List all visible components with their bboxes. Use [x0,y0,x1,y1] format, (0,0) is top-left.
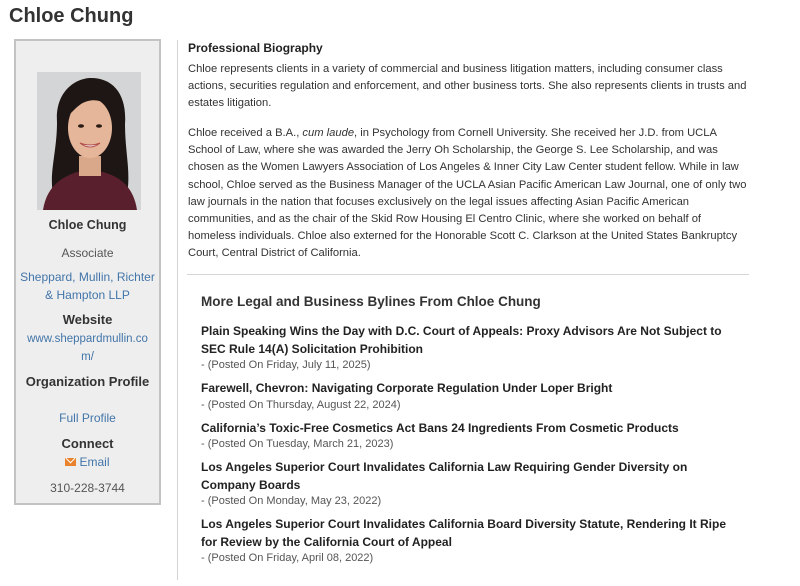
website-heading: Website [62,312,113,327]
article-title-link[interactable]: Farewell, Chevron: Navigating Corporate Regulation Under Loper Bright [201,381,613,395]
section-divider [187,274,749,275]
list-item [201,380,741,413]
biography-cum-laude: cum laude [302,127,355,139]
article-title-link[interactable]: Los Angeles Superior Court Invalidates California Law Requiring Gender Diversity on Company Boards [201,460,688,492]
bylines-list [201,323,741,573]
connect-heading: Connect [61,436,114,451]
article-title-link[interactable]: California’s Toxic-Free Cosmetics Act Bans 24 Ingredients From Cosmetic Products [201,420,679,435]
biography-paragraph-2 [188,125,750,263]
page-title: Chloe Chung [9,5,134,27]
portrait-image [37,72,141,210]
website-link[interactable]: www.sheppardmullin.com/ [27,333,148,363]
article-date: - (Posted On Tuesday, March 21, 2023) [201,438,394,450]
list-item [201,516,741,566]
biography-paragraph-2-rest: , in Psychology from Cornell University. She received her J.D. from UCLA School of Law, where she was awarded the Jerry Oh Scholarship, the George S. Lee Scholarship, and was chosen as the Women Lawyers Association of Los Angeles & Inner City Law Center student fellow. While in law school, Chloe served as the Business Manager of the UCLA Asian Pacific American Law Journal, one of only two law journals in the nation that focuses exclusively on the legal issues affecting Asian Pacific American communities, and as the chair of the Skid Row Housing El Centro Clinic, where she worked on behalf of homeless individuals. Chloe also externed for the Honorable Scott C. Clarkson at the United States Bankruptcy Court, Central District of California. [188,127,747,260]
organization-profile-heading: Organization Profile [25,374,150,389]
biography-heading: Professional Biography [188,41,323,55]
profile-photo [37,72,141,210]
profile-sidebar [14,39,161,505]
list-item [201,459,741,509]
article-title-link[interactable]: Plain Speaking Wins the Day with D.C. Court of Appeals: Proxy Advisors Are Not Subject to SEC Rule 14(A) Solicitation Prohibition [201,324,722,356]
full-profile-link[interactable]: Full Profile [59,411,116,425]
biography-paragraph-2-start: Chloe received a B.A., [188,127,303,139]
list-item [201,420,741,453]
firm-link[interactable]: Sheppard, Mullin, Richter & Hampton LLP [20,270,155,302]
phone-number: 310-228-3744 [50,481,125,495]
biography-paragraph-1: Chloe represents clients in a variety of commercial and business litigation matters, including consumer class actions, securities regulation and enforcement, and other business torts. She also represents clients in trusts and estates litigation. [188,63,747,110]
article-date: - (Posted On Monday, May 23, 2022) [201,495,382,507]
bylines-heading: More Legal and Business Bylines From Chloe Chung [201,294,541,309]
article-date: - (Posted On Friday, April 08, 2022) [201,552,374,564]
content-divider [177,40,178,580]
article-title-link[interactable]: Los Angeles Superior Court Invalidates California Board Diversity Statute, Rendering It Ripe for Review by the California Court of Appeal [201,517,726,549]
profile-name: Chloe Chung [48,218,127,232]
email-link-label: Email [79,455,110,469]
list-item [201,323,741,373]
email-icon [65,458,76,466]
article-date: - (Posted On Friday, July 11, 2025) [201,359,371,371]
profile-role: Associate [61,246,114,260]
email-link[interactable] [16,453,159,471]
article-date: - (Posted On Thursday, August 22, 2024) [201,398,401,411]
